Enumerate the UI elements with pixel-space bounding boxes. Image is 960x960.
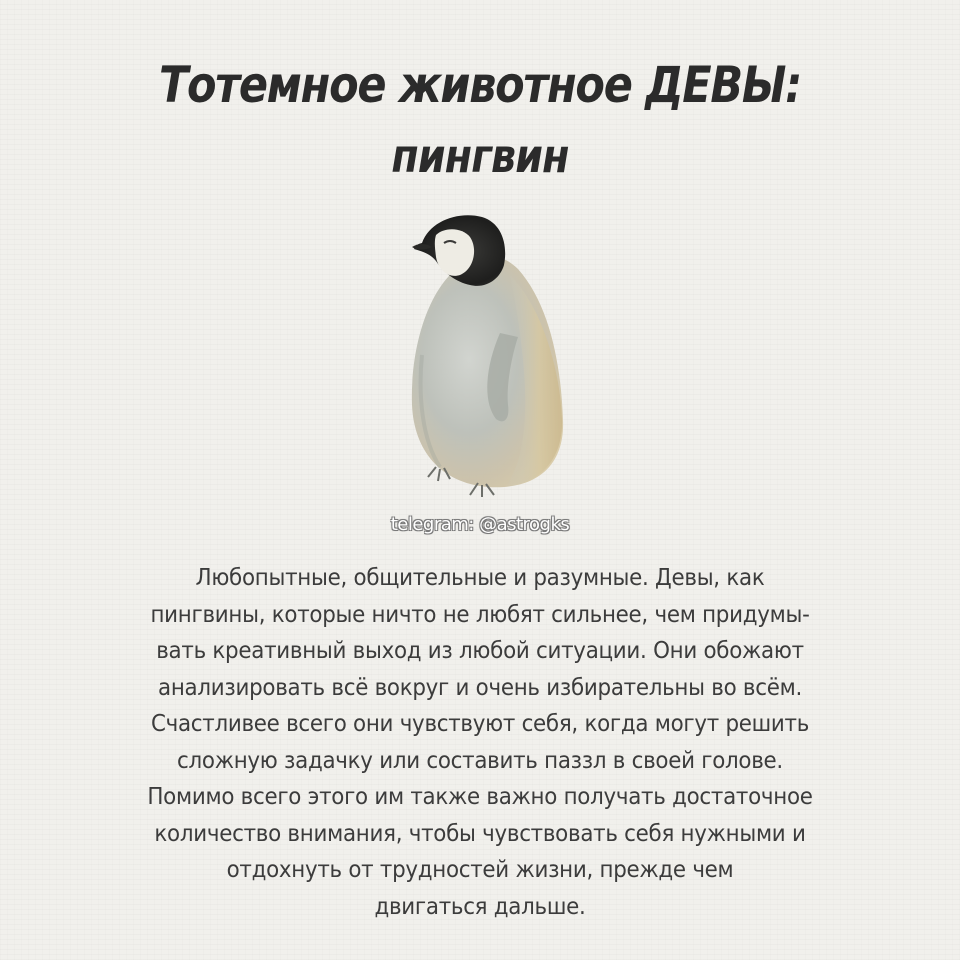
description-line: количество внимания, чтобы чувствовать себя нужными и — [154, 820, 806, 847]
description-line: сложную задачку или составить паззл в своей голове. — [177, 747, 783, 774]
penguin-illustration — [400, 205, 580, 505]
telegram-watermark: telegram: @astrogks — [390, 514, 570, 535]
penguin-body — [412, 256, 563, 488]
description-text — [70, 560, 890, 925]
description-line: пингвины, которые ничто не любят сильнее, чем придумы- — [150, 601, 810, 628]
page-subtitle: пингвин — [391, 129, 569, 183]
description-line: вать креативный выход из любой ситуации. Они обожают — [156, 638, 804, 664]
page-title: Тотемное животное ДЕВЫ: — [158, 56, 801, 114]
description-line: Любопытные, общительные и разумные. Девы, как — [195, 565, 765, 591]
penguin-head — [412, 215, 505, 286]
description-line: отдохнуть от трудностей жизни, прежде чем — [226, 857, 734, 883]
description-line: двигаться дальше. — [374, 893, 586, 920]
description-line: анализировать всё вокруг и очень избирательны во всём. — [158, 674, 802, 701]
description-line: Помимо всего этого им также важно получать достаточное — [147, 784, 813, 810]
description-line: Счастливее всего они чувствуют себя, когда могут решить — [150, 711, 810, 737]
